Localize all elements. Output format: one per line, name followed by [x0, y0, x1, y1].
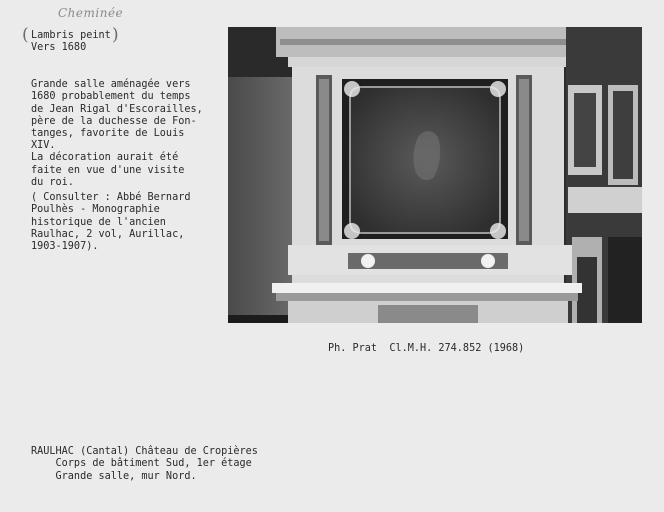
description-line: du roi. [31, 176, 74, 188]
photograph-fireplace-paneling [228, 27, 642, 323]
location-line-3: Grande salle, mur Nord. [31, 470, 197, 482]
description-line: La décoration aurait été [31, 152, 179, 164]
description-line: de Jean Rigal d'Escorailles, [31, 103, 203, 115]
location-line-1: RAULHAC (Cantal) Château de Cropières [31, 446, 258, 458]
reference-line: Poulhès - Monographie [31, 204, 160, 216]
description-line: XIV. [31, 140, 56, 152]
subject-date: Vers 1680 [31, 42, 87, 53]
bracket-left: ( [22, 25, 29, 45]
location-line-2: Corps de bâtiment Sud, 1er étage [31, 458, 252, 470]
reference-line: 1903-1907). [31, 241, 99, 253]
photo-credit: Ph. Prat Cl.M.H. 274.852 (1968) [328, 343, 525, 354]
description-line: faite en vue d'une visite [31, 164, 185, 176]
description-line: 1680 probablement du temps [31, 91, 191, 103]
reference-line: Raulhac, 2 vol, Aurillac, [31, 228, 185, 240]
subject-title: Lambris peint [31, 30, 111, 41]
photo-illustration [228, 27, 642, 323]
description-line: tanges, favorite de Louis [31, 128, 185, 140]
description-line: Grande salle aménagée vers [31, 79, 191, 91]
reference-text [31, 180, 190, 265]
reference-line: ( Consulter : Abbé Bernard [31, 192, 191, 204]
reference-line: historique de l'ancien [31, 216, 166, 228]
handwritten-annotation: Cheminée [58, 6, 124, 20]
bracket-right: ) [112, 25, 119, 45]
description-line: père de la duchesse de Fon- [31, 115, 197, 127]
location-block [31, 434, 258, 495]
